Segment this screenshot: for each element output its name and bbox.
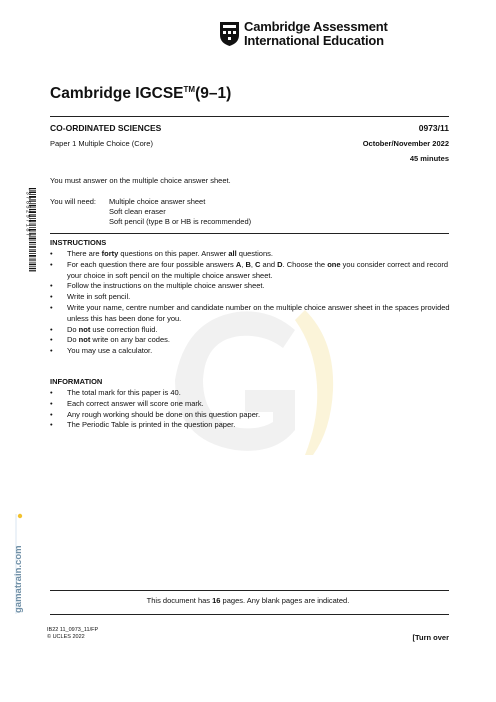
- instruction-item: • Follow the instructions on the multiple choice answer sheet.: [50, 281, 450, 292]
- instructions-list: [50, 249, 450, 357]
- information-item: • The total mark for this paper is 40.: [50, 388, 450, 399]
- need-item: Soft pencil (type B or HB is recommended): [109, 217, 252, 226]
- instruction-item: • Write in soft pencil.: [50, 292, 450, 303]
- answer-sheet-note: You must answer on the multiple choice answer sheet.: [50, 176, 231, 185]
- instruction-item: • There are forty questions on this paper. Answer all questions.: [50, 249, 450, 260]
- copyright: © UCLES 2022: [47, 634, 85, 640]
- syllabus-code: 0973/11: [418, 123, 449, 133]
- turn-over-label: [Turn over: [412, 633, 449, 642]
- instruction-item: • For each question there are four possible answers A, B, C and D. Choose the one you consider correct and record your choice in soft pencil on the multiple choice answer sheet.: [50, 260, 450, 282]
- instructions-heading: INSTRUCTIONS: [50, 238, 107, 247]
- information-item: • Any rough working should be done on this question paper.: [50, 410, 450, 421]
- barcode-digits: * 3 7 8 5 2 9 7 1 8 7 *: [24, 188, 31, 240]
- title-divider: [50, 116, 449, 117]
- need-label: You will need:: [50, 197, 97, 206]
- need-item: Soft clean eraser: [109, 207, 166, 216]
- footer-bottom-divider: [50, 614, 449, 615]
- instruction-item: • Write your name, centre number and candidate number on the multiple choice answer sheet in the spaces provided unless this has been done for you.: [50, 303, 450, 325]
- barcode: [21, 188, 37, 272]
- instruction-item: • You may use a calculator.: [50, 346, 450, 357]
- instruction-item: • Do not write on any bar codes.: [50, 335, 450, 346]
- instruction-item: • Do not use correction fluid.: [50, 325, 450, 336]
- footer-divider: [50, 590, 449, 591]
- subject-name: CO-ORDINATED SCIENCES: [50, 123, 162, 133]
- cambridge-crest-icon: [219, 21, 240, 47]
- org-name-line2: International Education: [244, 33, 384, 48]
- svg-text:gamatrain.com: gamatrain.com: [13, 545, 24, 613]
- org-name-line1: Cambridge Assessment: [244, 19, 388, 34]
- information-item: • The Periodic Table is printed in the question paper.: [50, 420, 450, 431]
- information-list: [50, 388, 450, 431]
- exam-session: October/November 2022: [362, 139, 449, 148]
- exam-duration: 45 minutes: [409, 154, 449, 163]
- information-heading: INFORMATION: [50, 377, 103, 386]
- need-item: Multiple choice answer sheet: [109, 197, 206, 206]
- document-reference: [47, 627, 98, 641]
- information-item: • Each correct answer will score one mark.: [50, 399, 450, 410]
- page-count-note: This document has 16 pages. Any blank pages are indicated.: [146, 596, 350, 605]
- ref-code: IB22 11_0973_11/FP: [47, 627, 99, 633]
- paper-name: Paper 1 Multiple Choice (Core): [50, 139, 153, 148]
- instructions-divider: [50, 233, 449, 234]
- qualification-title: Cambridge IGCSE™(9–1): [50, 85, 232, 103]
